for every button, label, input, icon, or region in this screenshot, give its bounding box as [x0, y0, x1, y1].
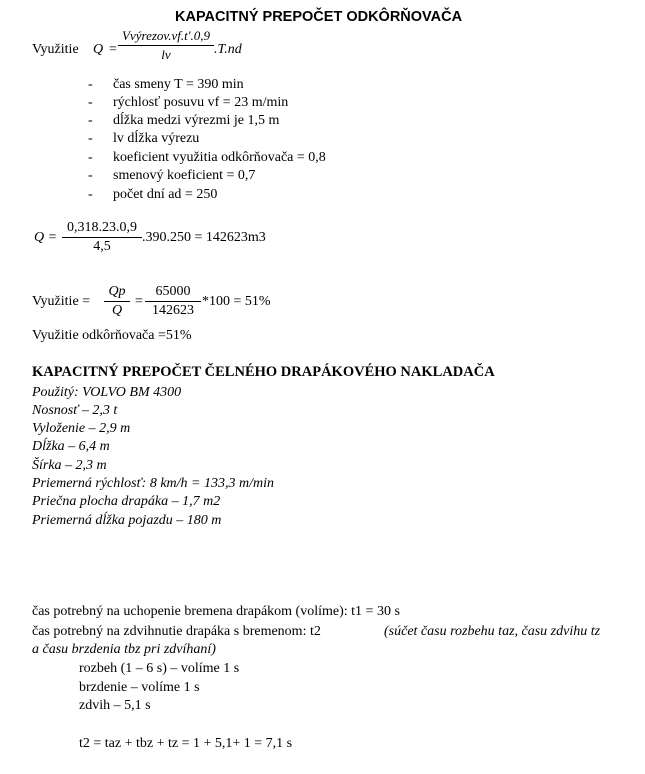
time-item: rozbeh (1 – 6 s) – volíme 1 s [79, 661, 240, 676]
value-denominator: 142623 [152, 303, 194, 318]
spec-line: Dĺžka – 6,4 m [32, 439, 110, 454]
list-item: - [88, 131, 93, 146]
formula-denominator: lv [161, 47, 171, 62]
qp-fraction [104, 284, 130, 319]
list-item: - [88, 150, 93, 165]
calc-q-label: Q = [34, 230, 58, 245]
section-title-loader: KAPACITNÝ PREPOČET ČELNÉHO DRAPÁKOVÉHO NAKLADAČA [32, 364, 495, 380]
calc-fraction [62, 220, 142, 255]
list-item-text: koeficient využitia odkôrňovača = 0,8 [113, 150, 326, 165]
formula-tail: .T.nd [214, 42, 242, 57]
calc-numerator: 0,318.23.0,9 [67, 220, 137, 235]
list-item-text: čas smeny T = 390 min [113, 77, 244, 92]
lift-time-note: (súčet času rozbehu taz, času zdvihu tz [384, 624, 601, 639]
value-numerator: 65000 [155, 284, 191, 299]
calc-denominator: 4,5 [93, 239, 111, 254]
formula-q-symbol: Q [93, 42, 104, 57]
value-fraction [145, 284, 201, 319]
formula-equals: = [109, 42, 117, 57]
spec-line: Vyloženie – 2,9 m [32, 421, 131, 436]
list-item-text: rýchlosť posuvu vf = 23 m/min [113, 95, 289, 110]
list-item: - [88, 187, 93, 202]
qp-numerator: Qp [108, 284, 126, 299]
time-item: brzdenie – volíme 1 s [79, 680, 200, 695]
total-time-equation: t2 = taz + tbz + tz = 1 + 5,1+ 1 = 7,1 s [79, 736, 293, 751]
time-item: zdvih – 5,1 s [79, 698, 151, 713]
formula-fraction [118, 28, 214, 63]
utilization-result: Využitie odkôrňovača =51% [32, 328, 192, 343]
utilization-label: Využitie [32, 42, 79, 57]
spec-line: Priečna plocha drapáka – 1,7 m2 [32, 494, 221, 509]
list-item: - [88, 168, 93, 183]
utilization-label-2: Využitie = [32, 294, 91, 309]
spec-line: Použitý: VOLVO BM 4300 [32, 385, 182, 400]
formula-numerator: Vvýrezov.vf.t'.0,9 [122, 28, 210, 43]
section-title-debarker: KAPACITNÝ PREPOČET ODKÔRŇOVAČA [175, 9, 463, 25]
list-item-text: dĺžka medzi výrezmi je 1,5 m [113, 113, 280, 128]
grab-time-line: čas potrebný na uchopenie bremena drapákom (volíme): t1 = 30 s [32, 604, 400, 619]
calc-result: .390.250 = 142623m3 [142, 230, 266, 245]
spec-line: Priemerná rýchlosť: 8 km/h = 133,3 m/min [32, 476, 275, 491]
percent-result: *100 = 51% [202, 294, 271, 309]
list-item-text: lv dĺžka výrezu [113, 131, 200, 146]
lift-time-note-cont: a času brzdenia tbz pri zdvíhaní) [32, 642, 216, 657]
list-item-text: počet dní ad = 250 [113, 187, 218, 202]
list-item: - [88, 113, 93, 128]
spec-line: Priemerná dĺžka pojazdu – 180 m [32, 513, 222, 528]
qp-denominator: Q [111, 303, 123, 318]
list-item-text: smenový koeficient = 0,7 [113, 168, 256, 183]
equals-sign: = [135, 294, 143, 309]
spec-line: Nosnosť – 2,3 t [32, 403, 118, 418]
lift-time-line: čas potrebný na zdvihnutie drapáka s bremenom: t2 [32, 624, 321, 639]
spec-line: Šírka – 2,3 m [32, 458, 107, 473]
list-item: - [88, 77, 93, 92]
list-item: - [88, 95, 93, 110]
